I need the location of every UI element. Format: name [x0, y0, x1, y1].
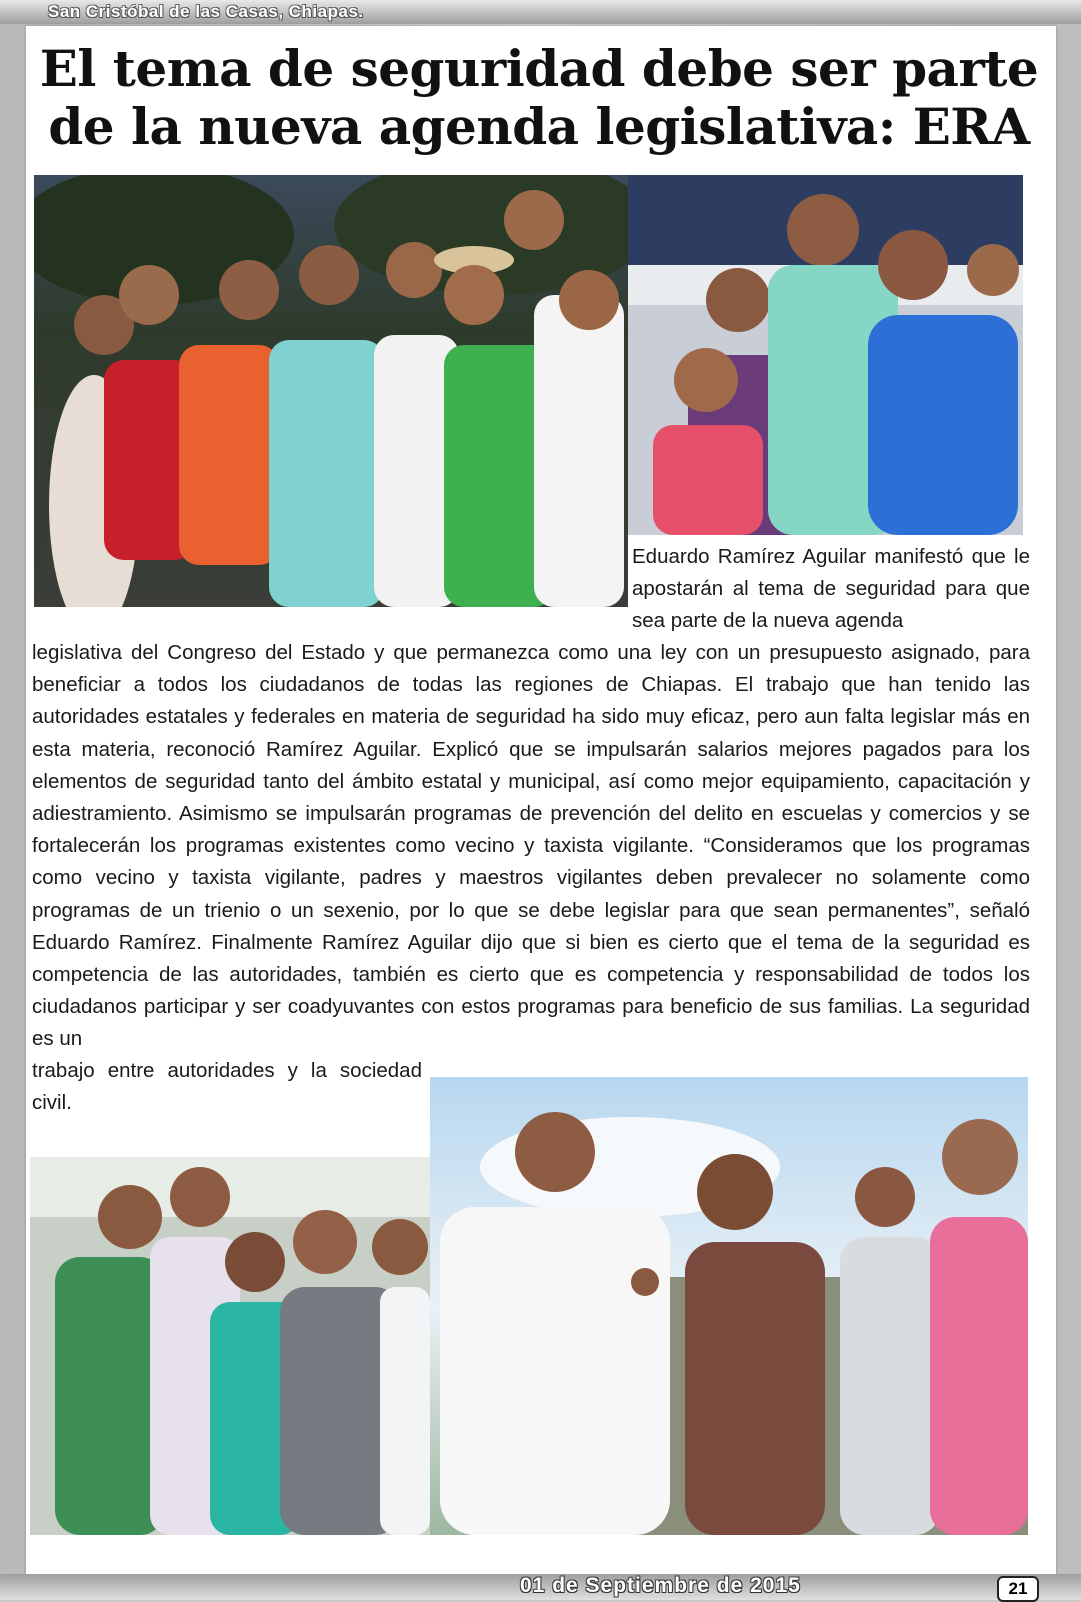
intro-paragraph: Eduardo Ramírez Aguilar manifestó que le apostarán al tema de seguridad para que sea parte de la nueva agenda: [632, 545, 1030, 633]
headline-line-1: El tema de seguridad debe ser parte: [39, 39, 1039, 98]
photo-handshake: [430, 1077, 1028, 1535]
page-number: 21: [997, 1576, 1039, 1602]
headline-line-2: de la nueva agenda legislativa: ERA: [48, 97, 1030, 156]
closing-paragraph: trabajo entre autoridades y la sociedad civil.: [32, 1059, 422, 1115]
headline: [34, 40, 1044, 156]
body-paragraph: legislativa del Congreso del Estado y que permanezca como una ley con un presupuesto asignado, para beneficiar a todos los ciudadanos de todas las regiones de Chiapas. El trabajo que han tenido las autoridades estatales y federales en materia de seguridad ha sido muy eficaz, pero aun falta legislar más en esta materia, reconoció Ramírez Aguilar. Explicó que se impulsarán salarios mejores pagados para los elementos de seguridad tanto del ámbito estatal y municipal, así como mejor equipamiento, capacitación y adiestramiento. Asimismo se impulsarán programas de prevención del delito en escuelas y comercios y se fortalecerán los programas existentes como vecino y taxista vigilante. “Consideramos que los programas como vecino y taxista vigilante, padres y maestros vigilantes deben prevalecer no solamente como programas de un trienio o un sexenio, por lo que se debe legislar para que sean permanentes”, señaló Eduardo Ramírez. Finalmente Ramírez Aguilar dijo que si bien es cierto que el tema de la seguridad es competencia de las autoridades, también es cierto que es competencia y responsabilidad de todos los ciudadanos participar y ser coadyuvantes con estos programas para beneficio de sus familias. La seguridad es un: [32, 641, 1030, 1051]
photo-youth-group: [34, 175, 628, 607]
location-label: San Cristóbal de las Casas, Chiapas.: [48, 2, 364, 21]
photo-family: [628, 175, 1023, 535]
issue-date: 01 de Septiembre de 2015: [520, 1574, 801, 1597]
photo-women-group: [30, 1157, 430, 1535]
